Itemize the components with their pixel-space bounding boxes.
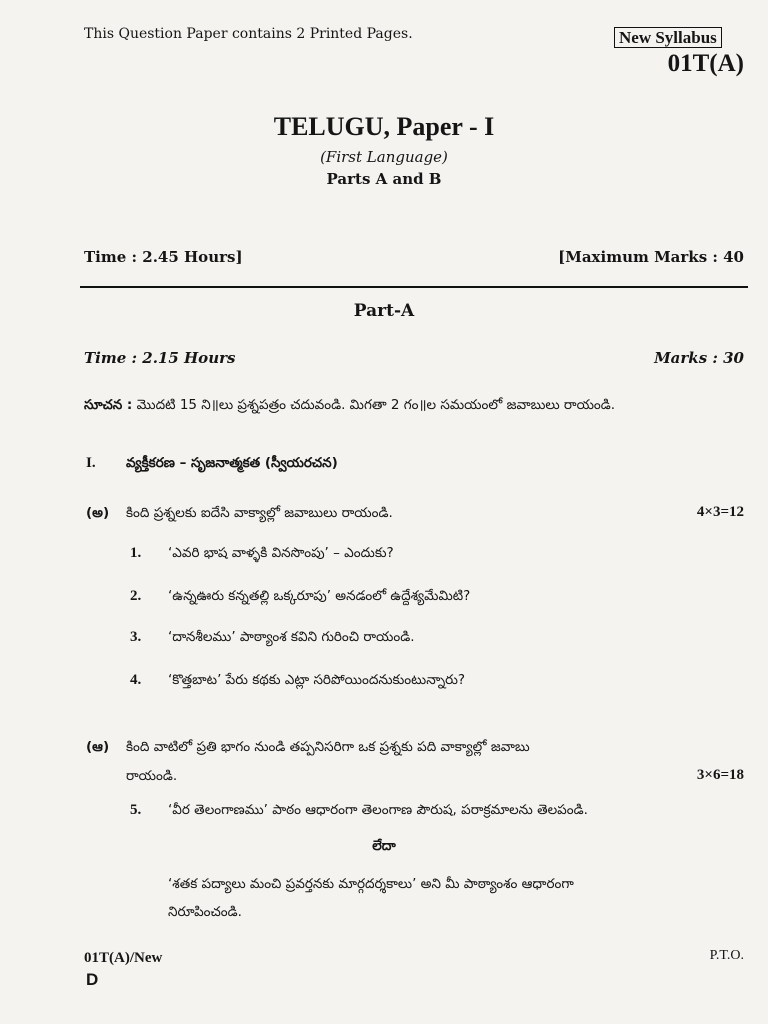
instruction-text: మొదటి 15 ని॥లు ప్రశ్నపత్రం చదువండి. మిగతా 2 గం॥ల సమయంలో జవాబులు రాయండి. <box>136 397 616 413</box>
subsection-aa-marks: 3×6=18 <box>696 767 744 783</box>
question-text: ‘దానశీలము’ పాఠ్యాంశ కవిని గురించి రాయండి. <box>168 629 415 645</box>
question-number: 4. <box>130 672 142 688</box>
pto-note: P.T.O. <box>709 948 744 963</box>
subsection-aa-instruction-line1: కింది వాటిలో ప్రతి భాగం నుండి తప్పనిసరిగా ఒక ప్రశ్నకు పది వాక్యాల్లో జవాబు <box>126 739 530 755</box>
header-divider <box>80 286 748 288</box>
paper-parts: Parts A and B <box>326 170 442 188</box>
footer-paper-code: 01T(A)/New <box>84 950 163 966</box>
part-a-heading: Part-A <box>353 301 415 321</box>
instruction-label: సూచన : <box>84 397 133 413</box>
question-number: 2. <box>130 588 142 604</box>
alternative-question-line2: నిరూపించండి. <box>168 904 242 920</box>
question-text: ‘వీర తెలంగాణము’ పాఠం ఆధారంగా తెలంగాణ పౌరుష, పరాక్రమాలను తెలపండి. <box>168 802 588 818</box>
maximum-marks: [Maximum Marks : 40 <box>558 248 744 266</box>
total-time: Time : 2.45 Hours] <box>84 248 243 266</box>
subsection-aa-label: (ఆ) <box>86 739 110 755</box>
paper-subtitle: (First Language) <box>320 148 448 166</box>
subsection-aa-instruction-line2: రాయండి. <box>126 768 178 784</box>
subsection-a-label: (అ) <box>86 505 110 521</box>
question-number: 5. <box>130 802 142 818</box>
part-a-marks: Marks : 30 <box>654 349 744 367</box>
subsection-a-marks: 4×3=12 <box>696 504 744 520</box>
alternative-question-line1: ‘శతక పద్యాలు మంచి ప్రవర్తనకు మార్గదర్శకాలు’ అని మీ పాఠ్యాంశం ఆధారంగా <box>168 876 574 892</box>
question-number: 1. <box>130 545 142 561</box>
paper-code: 01T(A) <box>667 50 744 77</box>
part-a-time: Time : 2.15 Hours <box>84 349 236 367</box>
printed-pages-note: This Question Paper contains 2 Printed Pages. <box>84 26 413 42</box>
question-text: ‘కొత్తబాట’ పేరు కథకు ఎట్లా సరిపోయిందనుకుంటున్నారు? <box>168 672 466 688</box>
or-separator: లేదా <box>372 838 396 854</box>
new-syllabus-badge: New Syllabus <box>614 27 722 48</box>
footer-set-letter: D <box>86 970 99 989</box>
question-text: ‘ఉన్నఊరు కన్నతల్లి ఒక్కరూపు’ అనడంలో ఉద్దేశ్యమేమిటి? <box>168 588 471 604</box>
question-number: 3. <box>130 629 142 645</box>
section-number: I. <box>86 455 96 471</box>
question-text: ‘ఎవరి భాష వాళ్ళకి వినసొంపు’ – ఎందుకు? <box>168 545 394 561</box>
subsection-a-instruction: కింది ప్రశ్నలకు ఐదేసి వాక్యాల్లో జవాబులు రాయండి. <box>126 505 393 521</box>
instruction-note <box>84 397 615 416</box>
paper-title: TELUGU, Paper - I <box>273 112 495 141</box>
section-title: వ్యక్తీకరణ – సృజనాత్మకత (స్వీయరచన) <box>126 455 338 471</box>
